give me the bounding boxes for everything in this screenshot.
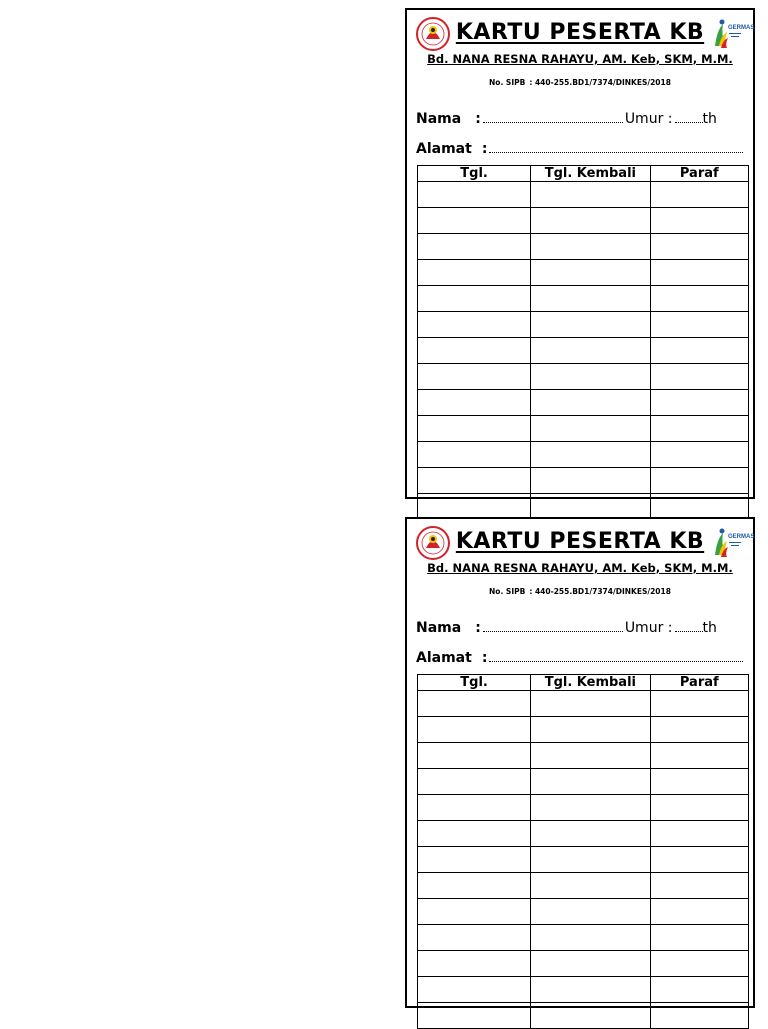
nama-field[interactable] bbox=[483, 112, 623, 123]
cell[interactable] bbox=[418, 951, 531, 977]
table-header-row bbox=[418, 675, 749, 691]
card-title: KARTU PESERTA KB bbox=[455, 529, 705, 554]
cell[interactable] bbox=[418, 494, 531, 520]
cell[interactable] bbox=[418, 364, 531, 390]
table-row bbox=[418, 364, 749, 390]
cell[interactable] bbox=[650, 925, 748, 951]
table-row bbox=[418, 416, 749, 442]
cell[interactable] bbox=[650, 416, 748, 442]
cell[interactable] bbox=[531, 364, 650, 390]
nama-row bbox=[416, 620, 743, 636]
table-row bbox=[418, 847, 749, 873]
midwife-name: Bd. NANA RESNA RAHAYU, AM. Keb, SKM, M.M. bbox=[427, 561, 733, 575]
cell[interactable] bbox=[418, 390, 531, 416]
alamat-colon: : bbox=[481, 650, 488, 666]
alamat-row bbox=[416, 141, 743, 157]
col-tgl-kembali: Tgl. Kembali bbox=[531, 675, 650, 691]
cell[interactable] bbox=[531, 286, 650, 312]
cell[interactable] bbox=[418, 821, 531, 847]
table-row bbox=[418, 769, 749, 795]
table-row bbox=[418, 390, 749, 416]
cell[interactable] bbox=[650, 899, 748, 925]
cell[interactable] bbox=[418, 416, 531, 442]
germas-logo-icon bbox=[711, 525, 755, 559]
cell[interactable] bbox=[418, 769, 531, 795]
cell[interactable] bbox=[650, 977, 748, 1003]
nama-field[interactable] bbox=[483, 621, 623, 632]
cell[interactable] bbox=[418, 1003, 531, 1029]
cell[interactable] bbox=[650, 260, 748, 286]
umur-unit: th bbox=[702, 111, 717, 127]
col-tgl: Tgl. bbox=[418, 166, 531, 182]
alamat-label: Alamat bbox=[416, 141, 472, 157]
sipb-value: : 440-255.BD1/7374/DINKES/2018 bbox=[529, 587, 671, 596]
cell[interactable] bbox=[418, 847, 531, 873]
table-row bbox=[418, 494, 749, 520]
cell[interactable] bbox=[418, 873, 531, 899]
sipb-line bbox=[407, 78, 753, 87]
table-row bbox=[418, 338, 749, 364]
col-paraf: Paraf bbox=[650, 166, 748, 182]
table-row bbox=[418, 691, 749, 717]
cell[interactable] bbox=[531, 743, 650, 769]
cell[interactable] bbox=[531, 312, 650, 338]
kb-card-1 bbox=[405, 8, 755, 499]
cell[interactable] bbox=[650, 821, 748, 847]
cell[interactable] bbox=[531, 182, 650, 208]
cell[interactable] bbox=[650, 338, 748, 364]
cell[interactable] bbox=[531, 821, 650, 847]
table-row bbox=[418, 182, 749, 208]
cell[interactable] bbox=[531, 208, 650, 234]
cell[interactable] bbox=[418, 468, 531, 494]
umur-field[interactable] bbox=[675, 621, 703, 632]
cell[interactable] bbox=[531, 234, 650, 260]
col-tgl: Tgl. bbox=[418, 675, 531, 691]
cell[interactable] bbox=[650, 1003, 748, 1029]
germas-text: GERMAS bbox=[728, 25, 755, 31]
cell[interactable] bbox=[418, 977, 531, 1003]
table-row bbox=[418, 312, 749, 338]
cell[interactable] bbox=[531, 260, 650, 286]
table-row bbox=[418, 795, 749, 821]
cell[interactable] bbox=[418, 208, 531, 234]
table-row bbox=[418, 899, 749, 925]
umur-field[interactable] bbox=[675, 112, 703, 123]
cell[interactable] bbox=[650, 364, 748, 390]
table-row bbox=[418, 468, 749, 494]
cell[interactable] bbox=[650, 390, 748, 416]
table-header-row bbox=[418, 166, 749, 182]
table-row bbox=[418, 717, 749, 743]
cell[interactable] bbox=[531, 691, 650, 717]
table-row bbox=[418, 286, 749, 312]
table-row bbox=[418, 442, 749, 468]
visit-table bbox=[417, 165, 749, 520]
cell[interactable] bbox=[650, 442, 748, 468]
cell[interactable] bbox=[531, 390, 650, 416]
cell[interactable] bbox=[531, 977, 650, 1003]
alamat-field[interactable] bbox=[489, 651, 743, 662]
col-tgl-kembali: Tgl. Kembali bbox=[531, 166, 650, 182]
sipb-label: No. SIPB bbox=[489, 587, 526, 596]
col-paraf: Paraf bbox=[650, 675, 748, 691]
kb-card-2 bbox=[405, 517, 755, 1008]
umur-unit: th bbox=[702, 620, 717, 636]
cell[interactable] bbox=[418, 312, 531, 338]
cell[interactable] bbox=[418, 691, 531, 717]
cell[interactable] bbox=[650, 951, 748, 977]
cell[interactable] bbox=[531, 494, 650, 520]
cell[interactable] bbox=[418, 182, 531, 208]
cell[interactable] bbox=[418, 743, 531, 769]
cell[interactable] bbox=[650, 468, 748, 494]
table-row bbox=[418, 208, 749, 234]
table-row bbox=[418, 951, 749, 977]
cell[interactable] bbox=[531, 468, 650, 494]
nama-label: Nama bbox=[416, 620, 462, 636]
cell[interactable] bbox=[650, 847, 748, 873]
cell[interactable] bbox=[418, 338, 531, 364]
cell[interactable] bbox=[531, 338, 650, 364]
alamat-field[interactable] bbox=[489, 142, 743, 153]
cell[interactable] bbox=[418, 442, 531, 468]
cell[interactable] bbox=[531, 925, 650, 951]
cell[interactable] bbox=[531, 899, 650, 925]
germas-logo-icon bbox=[711, 16, 755, 50]
nama-colon: : bbox=[475, 620, 481, 636]
cell[interactable] bbox=[650, 873, 748, 899]
nama-row bbox=[416, 111, 743, 127]
cell[interactable] bbox=[650, 795, 748, 821]
table-row bbox=[418, 260, 749, 286]
nama-label: Nama bbox=[416, 111, 462, 127]
table-row bbox=[418, 873, 749, 899]
visit-table bbox=[417, 674, 749, 1029]
cell[interactable] bbox=[531, 847, 650, 873]
sipb-line bbox=[407, 587, 753, 596]
cell[interactable] bbox=[650, 208, 748, 234]
cell[interactable] bbox=[531, 873, 650, 899]
cell[interactable] bbox=[531, 717, 650, 743]
cell[interactable] bbox=[650, 494, 748, 520]
alamat-label: Alamat bbox=[416, 650, 472, 666]
cell[interactable] bbox=[650, 769, 748, 795]
umur-label: Umur : bbox=[624, 111, 673, 127]
table-row bbox=[418, 743, 749, 769]
cell[interactable] bbox=[650, 234, 748, 260]
cell[interactable] bbox=[650, 691, 748, 717]
cell[interactable] bbox=[418, 899, 531, 925]
cell[interactable] bbox=[418, 286, 531, 312]
cell[interactable] bbox=[650, 286, 748, 312]
cell[interactable] bbox=[418, 795, 531, 821]
cell[interactable] bbox=[650, 312, 748, 338]
table-row bbox=[418, 821, 749, 847]
card-title: KARTU PESERTA KB bbox=[455, 20, 705, 45]
cell[interactable] bbox=[531, 442, 650, 468]
germas-text: GERMAS bbox=[728, 534, 755, 540]
cell[interactable] bbox=[418, 234, 531, 260]
cell[interactable] bbox=[418, 260, 531, 286]
cell[interactable] bbox=[531, 1003, 650, 1029]
cell[interactable] bbox=[531, 951, 650, 977]
table-row bbox=[418, 234, 749, 260]
sipb-value: : 440-255.BD1/7374/DINKES/2018 bbox=[529, 78, 671, 87]
cell[interactable] bbox=[531, 769, 650, 795]
nama-colon: : bbox=[475, 111, 481, 127]
cell[interactable] bbox=[418, 717, 531, 743]
cell[interactable] bbox=[650, 743, 748, 769]
cell[interactable] bbox=[650, 182, 748, 208]
cell[interactable] bbox=[531, 795, 650, 821]
table-row bbox=[418, 1003, 749, 1029]
table-row bbox=[418, 977, 749, 1003]
table-row bbox=[418, 925, 749, 951]
sipb-label: No. SIPB bbox=[489, 78, 526, 87]
alamat-colon: : bbox=[481, 141, 488, 157]
cell[interactable] bbox=[650, 717, 748, 743]
umur-label: Umur : bbox=[624, 620, 673, 636]
cell[interactable] bbox=[531, 416, 650, 442]
cell[interactable] bbox=[418, 925, 531, 951]
midwife-name: Bd. NANA RESNA RAHAYU, AM. Keb, SKM, M.M. bbox=[427, 52, 733, 66]
alamat-row bbox=[416, 650, 743, 666]
